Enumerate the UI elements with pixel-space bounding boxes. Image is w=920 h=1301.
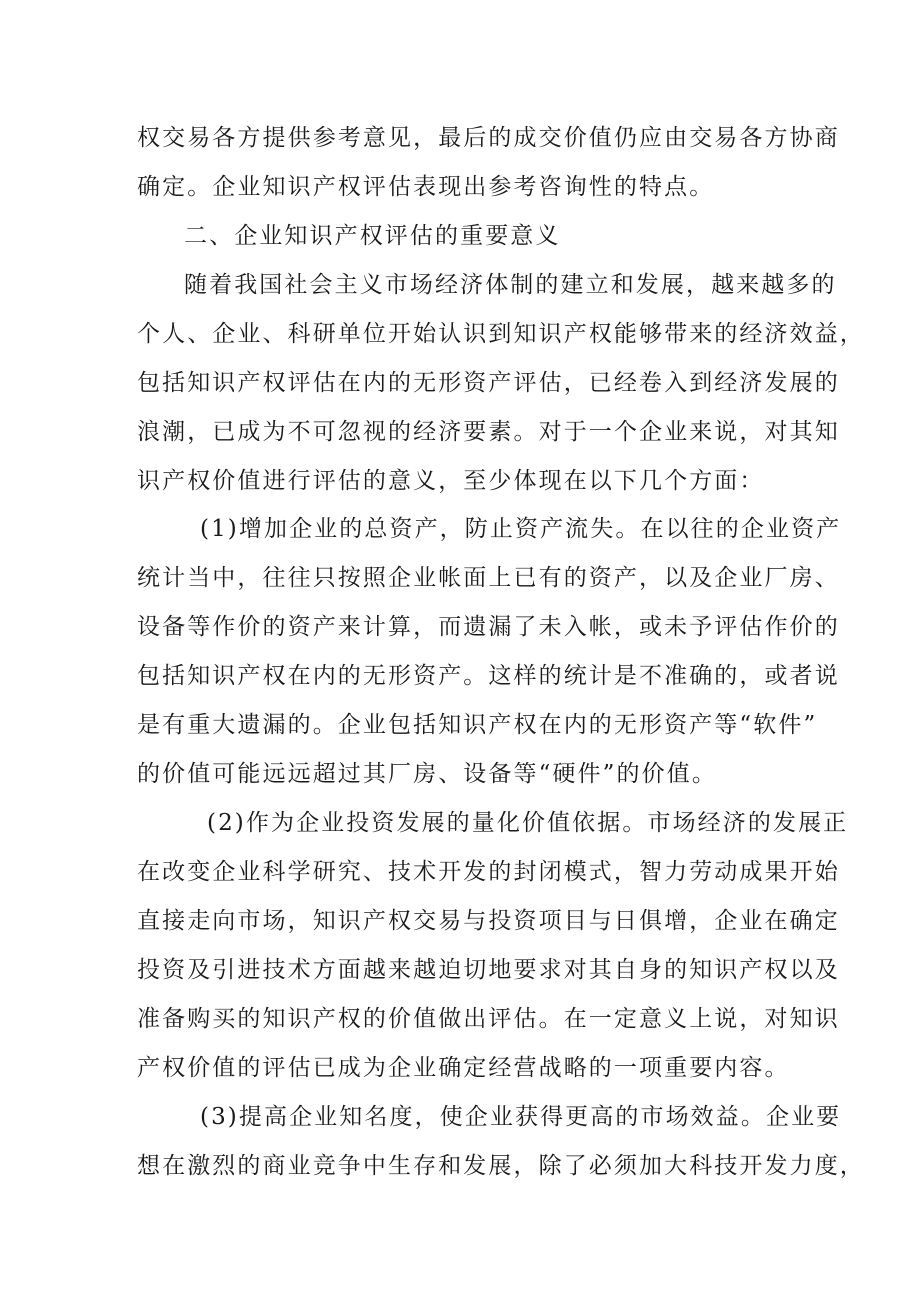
body-text-line: 浪潮，已成为不可忽视的经济要素。对于一个企业来说，对其知 xyxy=(137,419,840,445)
body-text-line: 包括知识产权评估在内的无形资产评估，已经卷入到经济发展的 xyxy=(137,370,840,396)
body-text-line: 想在激烈的商业竞争中生存和发展，除了必须加大科技开发力度， xyxy=(137,1153,865,1179)
body-text-line: 权交易各方提供参考意见，最后的成交价值仍应由交易各方协商 xyxy=(137,125,840,151)
body-text-line: 识产权价值进行评估的意义，至少体现在以下几个方面： xyxy=(137,468,765,494)
body-text-line: 的价值可能远远超过其厂房、设备等“硬件”的价值。 xyxy=(137,761,717,787)
body-text-line: 产权价值的评估已成为企业确定经营战略的一项重要内容。 xyxy=(137,1055,790,1081)
body-text-line: 随着我国社会主义市场经济体制的建立和发展，越来越多的 xyxy=(184,272,837,298)
body-text-line: 投资及引进技术方面越来越迫切地要求对其自身的知识产权以及 xyxy=(137,957,840,983)
list-item-heading: (2)作为企业投资发展的量化价值依据。市场经济的发展正 xyxy=(207,810,849,836)
body-text-line: 包括知识产权在内的无形资产。这样的统计是不准确的，或者说 xyxy=(137,663,840,689)
list-item-heading: (1)增加企业的总资产，防止资产流失。在以往的企业资产 xyxy=(200,516,842,542)
body-text-line: 在改变企业科学研究、技术开发的封闭模式，智力劳动成果开始 xyxy=(137,859,840,885)
section-heading: 二、企业知识产权评估的重要意义 xyxy=(184,223,561,249)
body-text-line: 个人、企业、科研单位开始认识到知识产权能够带来的经济效益， xyxy=(137,321,865,347)
body-text-line: 统计当中，往往只按照企业帐面上已有的资产，以及企业厂房、 xyxy=(137,565,840,591)
body-text-line: 准备购买的知识产权的价值做出评估。在一定意义上说，对知识 xyxy=(137,1006,840,1032)
list-item-heading: (3)提高企业知名度，使企业获得更高的市场效益。企业要 xyxy=(200,1104,842,1130)
body-text-line: 是有重大遗漏的。企业包括知识产权在内的无形资产等“软件” xyxy=(137,712,818,738)
body-text-line: 确定。企业知识产权评估表现出参考咨询性的特点。 xyxy=(137,174,715,200)
body-text-line: 设备等作价的资产来计算，而遗漏了未入帐，或未予评估作价的 xyxy=(137,614,840,640)
body-text-line: 直接走向市场，知识产权交易与投资项目与日俱增，企业在确定 xyxy=(137,908,840,934)
